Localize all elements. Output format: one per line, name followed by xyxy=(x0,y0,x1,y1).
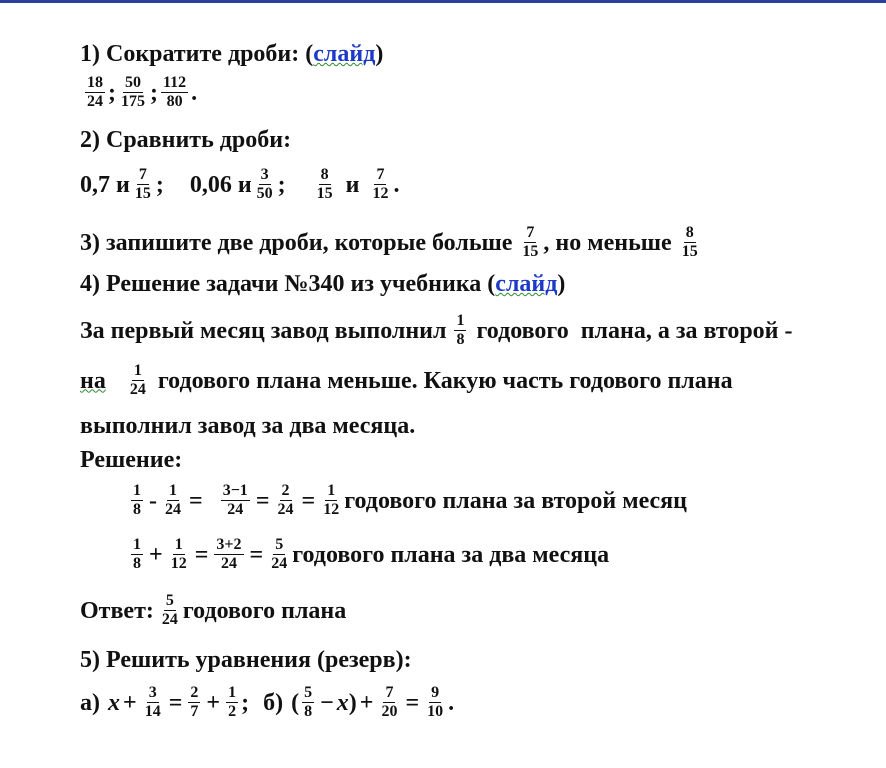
fraction: $\frac{5}{8}$ xyxy=(304,684,313,720)
task4-slide-link[interactable]: слайд xyxy=(495,271,558,297)
task2-title: 2) Сравнить дроби: xyxy=(80,127,292,153)
task4-problem-line-3: выполнил завод за два месяца. xyxy=(80,413,416,439)
fraction: $\frac{7}{15}$ xyxy=(134,166,151,202)
task1-fractions-line: $\frac{18}{24}$ ; $\frac{50}{175}$ ; $\frac{112}{80}$ . xyxy=(87,74,198,110)
task4-problem-line-2: на $\frac{1}{24}$ годового плана меньше. Какую часть годового плана xyxy=(80,362,733,398)
task4-problem-line-1: За первый месяц завод выполнил $\frac{1}{8}$ годового плана, а за второй - xyxy=(80,312,793,348)
fraction: $\frac{7}{12}$ xyxy=(372,166,389,202)
fraction: $\frac{1}{8}$ xyxy=(133,482,141,518)
task1-slide-link[interactable]: слайд xyxy=(313,41,376,67)
fraction: $\frac{3}{50}$ xyxy=(256,166,273,202)
fraction: $\frac{5}{24}$ xyxy=(271,536,288,572)
fraction: $\frac{1}{24}$ xyxy=(129,362,146,398)
task1-title: 1) Сократите дроби: xyxy=(80,41,300,67)
fraction: $\frac{18}{24}$ xyxy=(87,74,103,110)
task3-line: 3) запишите две дроби, которые больше $\frac{7}{15}$ , но меньше $\frac{8}{15}$ xyxy=(80,224,698,260)
task2-compare-line: 0,7 и $\frac{7}{15}$ ; 0,06 и $\frac{3}{50}$ ; $\frac{8}{15}$ и $\frac{7}{12}$ . xyxy=(80,166,400,202)
fraction: $\frac{8}{15}$ xyxy=(316,166,333,202)
fraction: $\frac{1}{8}$ xyxy=(456,312,465,348)
task4-title: 4) Решение задачи №340 из учебника xyxy=(80,271,482,297)
fraction: $\frac{1}{2}$ xyxy=(228,684,237,720)
solution-label: Решение: xyxy=(80,447,183,473)
fraction: $\frac{3-1}{24}$ xyxy=(222,482,248,518)
fraction: $\frac{5}{24}$ xyxy=(161,592,178,628)
fraction: $\frac{7}{15}$ xyxy=(522,224,539,260)
fraction: $\frac{8}{15}$ xyxy=(681,224,698,260)
fraction: $\frac{1}{12}$ xyxy=(170,536,187,572)
fraction: $\frac{50}{175}$ xyxy=(121,74,145,110)
solution-eq-2: $\frac{1}{8}$ + $\frac{1}{12}$ = $\frac{3+2}{24}$ = $\frac{5}{24}$ годового плана за два месяца xyxy=(133,536,610,572)
fraction: $\frac{1}{8}$ xyxy=(133,536,141,572)
task5-title: 5) Решить уравнения (резерв): xyxy=(80,647,412,673)
answer-line: Ответ: $\frac{5}{24}$ годового плана xyxy=(80,592,347,628)
top-border xyxy=(0,0,886,3)
task1-title-line: 1) Сократите дроби: ( слайд ) xyxy=(80,41,384,67)
fraction: $\frac{3+2}{24}$ xyxy=(216,536,242,572)
fraction: $\frac{7}{20}$ xyxy=(381,684,398,720)
fraction: $\frac{112}{80}$ xyxy=(163,74,187,110)
task5-equations-line: а) x + $\frac{3}{14}$ = $\frac{2}{7}$ + $\frac{1}{2}$ ; б) ( $\frac{5}{8}$ − x ) + $\frac{7}{20}$ = $\frac{9}{10}$ . xyxy=(80,684,455,720)
solution-eq-1: $\frac{1}{8}$ - $\frac{1}{24}$ = $\frac{3-1}{24}$ = $\frac{2}{24}$ = $\frac{1}{12}$ годового плана за второй месяц xyxy=(133,482,687,518)
task4-title-line: 4) Решение задачи №340 из учебника ( слайд ) xyxy=(80,271,566,297)
fraction: $\frac{9}{10}$ xyxy=(427,684,444,720)
fraction: $\frac{2}{24}$ xyxy=(277,482,294,518)
fraction: $\frac{3}{14}$ xyxy=(144,684,161,720)
fraction: $\frac{1}{12}$ xyxy=(323,482,340,518)
fraction: $\frac{1}{24}$ xyxy=(165,482,181,518)
fraction: $\frac{2}{7}$ xyxy=(190,684,199,720)
